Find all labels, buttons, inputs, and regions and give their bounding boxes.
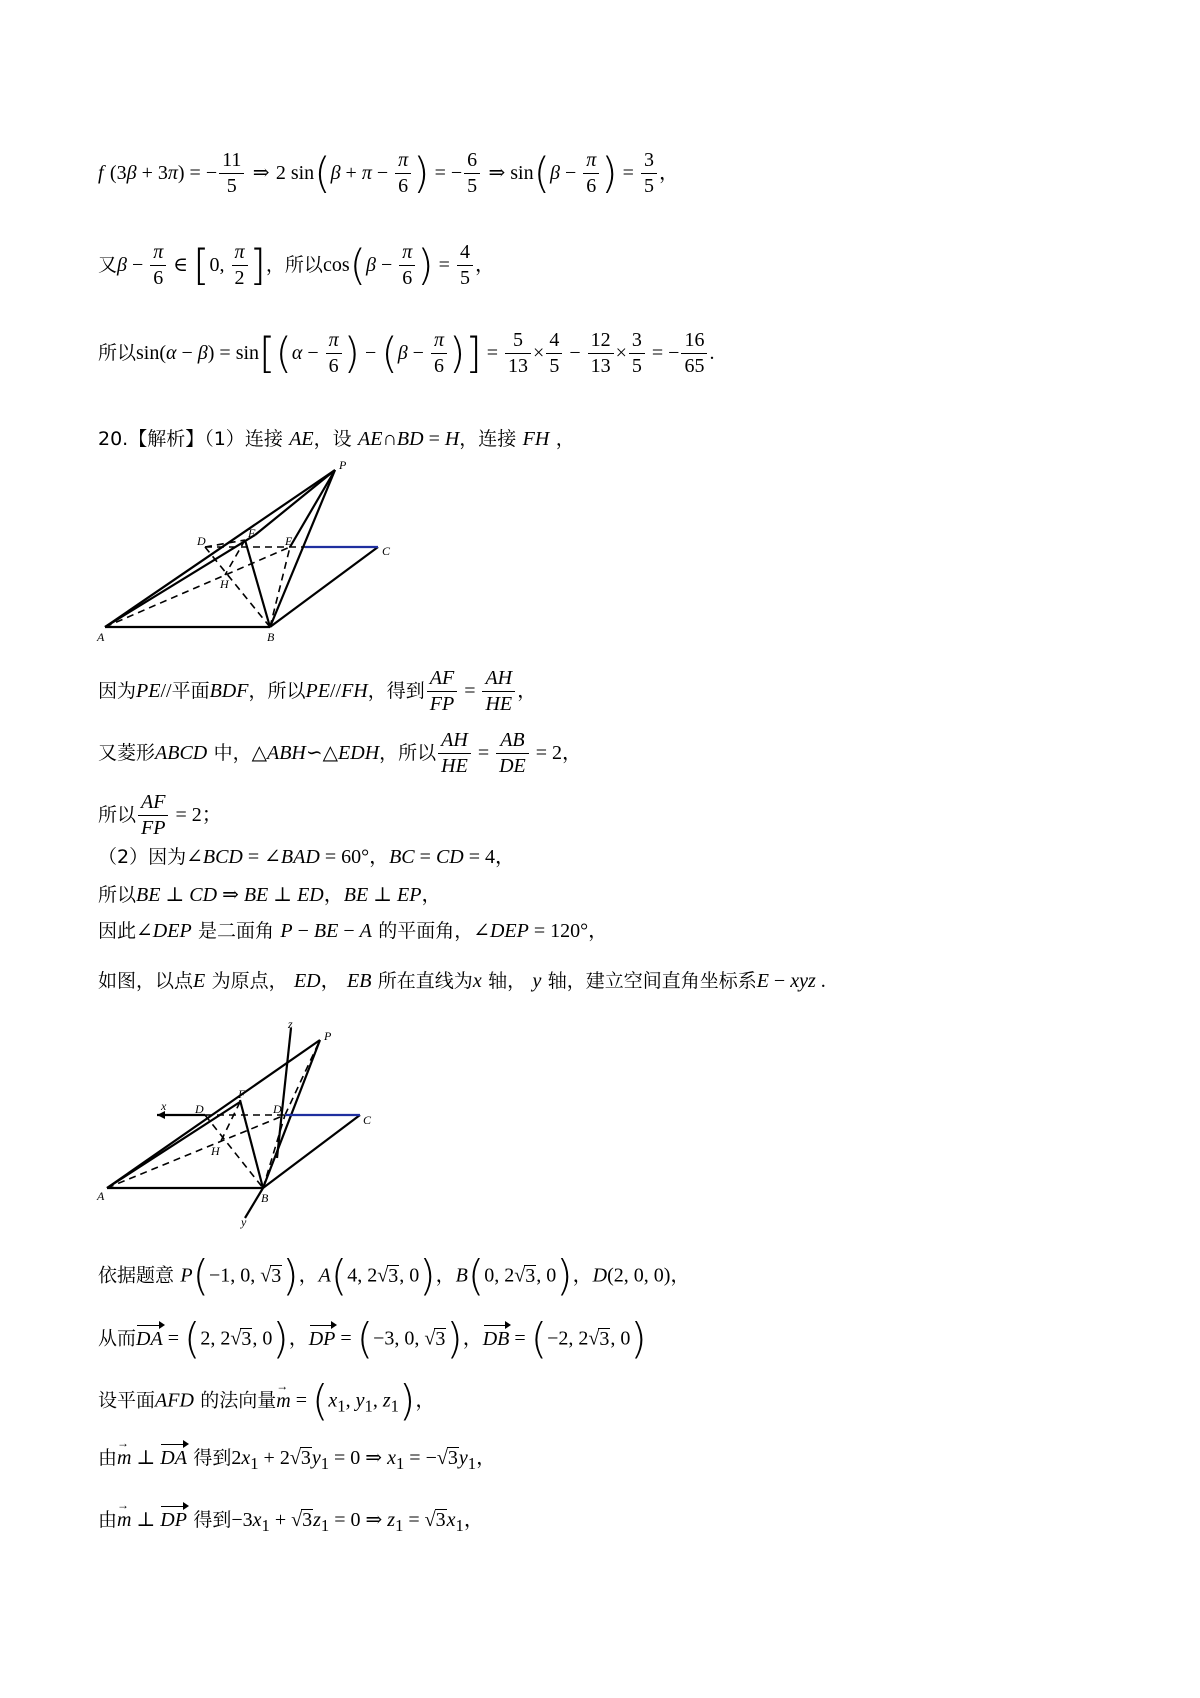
equation-line-2: 又β − $\frac{\pi}{6}$ ∈ [0, $\frac{\pi}{2}$ ]，所以cos(β − $\frac{\pi}{6}$ ) = $\frac{4}{5}$ ， — [98, 240, 495, 290]
fig1-label-h: H — [220, 577, 229, 591]
fig2-label-a: A — [97, 1189, 105, 1203]
fig2-label-b: B — [261, 1191, 269, 1205]
equation-line-16: 由→ m ⊥ DP 得到$-3x_1 + √3z_1 = 0$ ⇒ $z_1 = √3x_1$， — [98, 1506, 484, 1535]
equation-line-6: 又菱形ABCD 中，△ABH∽△EDH，所以 $\frac{AH}{HE}$ = $\frac{AB}{DE}$ = 2， — [98, 729, 583, 777]
fig1-label-c: C — [382, 544, 391, 558]
equation-line-8: （2）因为∠BCD = ∠BAD = 60°，BC = CD = 4， — [98, 846, 516, 868]
equation-line-15: 由→ m ⊥ DA 得到$2x_1 + 2√3y_1 = 0$ ⇒ $x_1 = -√3y_1$， — [98, 1444, 496, 1473]
fig1-label-a: A — [97, 630, 105, 644]
equation-line-9: 所以BE ⊥ CD ⇒ BE ⊥ ED，BE ⊥ EP， — [98, 884, 442, 906]
solution-heading-line: 20.【解析】（1）连接 AE，设 AE∩BD = H，连接 FH ， — [98, 428, 575, 450]
fig2-label-x: x — [161, 1099, 167, 1113]
pyramid-figure-2 — [95, 1018, 425, 1238]
equation-line-14: 设平面AFD 的法向量→ $m = (x_1$, $y_1$, $z_1$)， — [98, 1380, 435, 1422]
equation-line-5: 因为PE//平面BDF，所以PE//FH，得到 $\frac{AF}{FP}$ = $\frac{AH}{HE}$ ， — [98, 667, 538, 715]
equation-line-10: 因此∠DEP 是二面角 P − BE − A 的平面角，∠DEP = 120°， — [98, 920, 609, 942]
fig2-label-p: P — [324, 1029, 332, 1043]
fig1-label-d: D — [197, 534, 206, 548]
fig2-label-d: D — [195, 1102, 204, 1116]
fig1-label-b: B — [267, 630, 275, 644]
fig2-label-h: H — [211, 1144, 220, 1158]
fig2-label-y: y — [241, 1215, 247, 1229]
equation-line-12: 依据题意 P(−1, 0, √3)，A(4, 2√3, 0)，B(0, 2√3, 0)，D(2, 0, 0)， — [98, 1251, 691, 1300]
fig2-label-f: F — [238, 1087, 246, 1101]
equation-line-1: f (3β + 3π) = − $\frac{11}{5}$ ⇒ 2 sin(β + π − $\frac{\pi}{6}$ ) = − $\frac{6}{5}$ ⇒ sin(β − $\frac{\pi}{6}$ ) = $\frac{3}{5}$ ， — [98, 148, 679, 198]
equation-line-7: 所以 $\frac{AF}{FP}$ = 2； — [98, 791, 222, 839]
fig1-label-f: F — [248, 526, 256, 540]
equation-line-3: 所以sin(α − β) = sin[(α − $\frac{\pi}{6}$ ) − (β − $\frac{\pi}{6}$ )] = $\frac{5}{13}$ × $\frac{4}{5}$ − $\frac{12}{13}$ × $\frac{3}{5}$ = − $\frac{16}{65}$ . — [98, 328, 715, 378]
pyramid-figure-1 — [95, 455, 430, 645]
fig2-label-c: C — [363, 1113, 372, 1127]
equation-line-13: 从而DA = (2, 2√3, 0)，DP = (−3, 0, √3)，DB = (−2, 2√3, 0) — [98, 1314, 647, 1363]
fig2-label-d2: D — [273, 1102, 282, 1116]
equation-line-11: 如图，以点E 为原点， ED， EB 所在直线为x 轴， y 轴，建立空间直角坐标系E − xyz . — [98, 970, 826, 992]
fig1-label-e: E — [285, 534, 293, 548]
fig2-label-z: z — [288, 1018, 293, 1031]
fig1-label-p: P — [339, 458, 347, 472]
